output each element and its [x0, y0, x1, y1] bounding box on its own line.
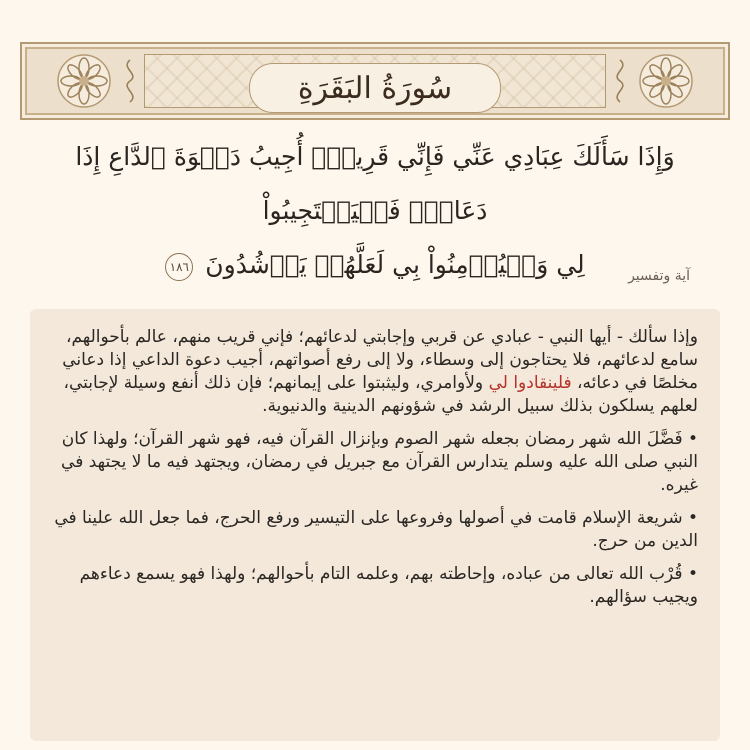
- benefit-item: • قُرْب الله تعالى من عباده، وإحاطته بهم، وعلمه التام بأحوالهم؛ ولهذا فهو يسمع دعاءهم ويجيب سؤالهم.: [79, 564, 698, 607]
- rosette-icon: [638, 53, 694, 109]
- scroll-ornament-icon: [118, 58, 142, 104]
- section-label: آية وتفسير: [628, 268, 690, 284]
- tafsir-text: وإذا سألك - أيها النبي - عبادي عن قربي وإجابتي لدعائهم؛ فإني قريب منهم، عالم بأحوالهم، سامع لدعائهم، فلا يحتاجون إلى وسطاء، ولا إلى رفع أصواتهم، أجيب دعوة الداعي إذا دعاني مخلصًا في دعائه،: [62, 327, 698, 393]
- tafsir-text: ولأوامري، وليثبتوا على إيمانهم؛ فإن ذلك أنفع وسيلة لإجابتي، لعلهم يسلكون بذلك سبيل الرشد في شؤونهم الدينية والدنيوية.: [63, 373, 698, 416]
- tafsir-card: [30, 309, 720, 741]
- title-cartouche: [249, 63, 501, 113]
- banner-panel: [144, 54, 606, 108]
- tafsir-paragraph: [50, 326, 698, 418]
- ayah-end-marker-icon: ١٨٦: [165, 253, 193, 281]
- ayah-line-2-text: لِي وَلۡيُؤۡمِنُواْ بِي لَعَلَّهُمۡ يَرۡشُدُونَ: [205, 250, 585, 279]
- surah-banner: [20, 42, 730, 120]
- tafsir-highlight: فلينقادوا لي: [488, 373, 572, 393]
- benefit-item: • فَضَّلَ الله شهر رمضان بجعله شهر الصوم وبإنزال القرآن فيه، فهو شهر القرآن؛ ولهذا كان النبي صلى الله عليه وسلم يتدارس القرآن مع جبريل في رمضان، ويجتهد فيه ما لا يجتهد في غيره.: [61, 429, 698, 495]
- rosette-icon: [56, 53, 112, 109]
- surah-title: سُورَةُ البَقَرَةِ: [297, 70, 453, 106]
- ayah-line-2: [40, 238, 710, 292]
- ayah-line-1: وَإِذَا سَأَلَكَ عِبَادِي عَنِّي فَإِنِّي قَرِيبٌۖ أُجِيبُ دَعۡوَةَ ٱلدَّاعِ إِذَا دَعَانِۖ فَلۡيَسۡتَجِيبُواْ: [75, 142, 675, 225]
- scroll-ornament-icon: [608, 58, 632, 104]
- benefit-item: • شريعة الإسلام قامت في أصولها وفروعها على التيسير ورفع الحرج، فما جعل الله علينا في الدين من حرج.: [54, 508, 698, 551]
- ayah-text: [40, 130, 710, 292]
